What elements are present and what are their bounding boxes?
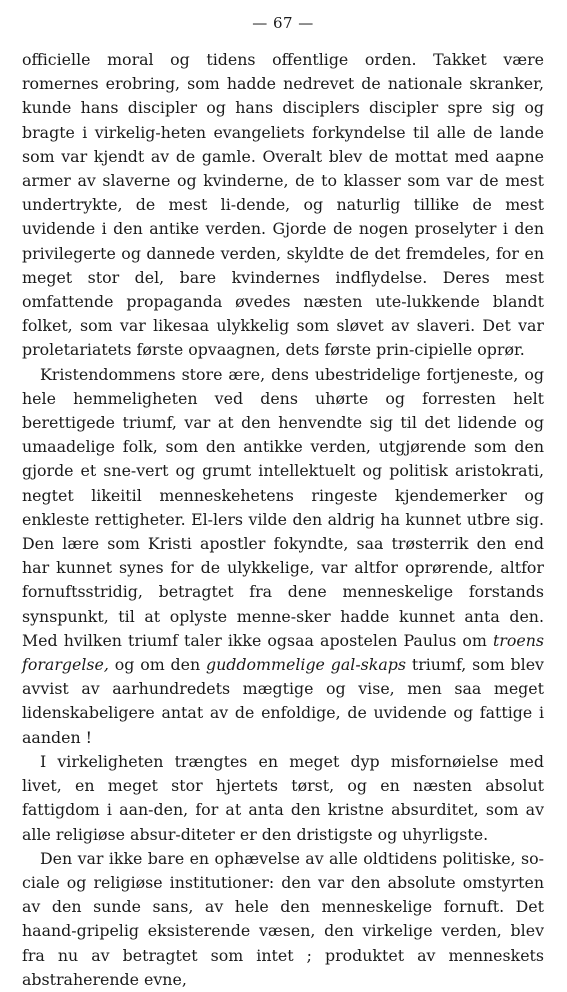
paragraph-2-text-b: og om den [108, 655, 207, 675]
paragraph-2-text-c: triumf, som blev avvist av aarhundredets mægtige og vise, men saa meget lidenskabeligere antat av de enfoldige, de uvidende og fattige i aanden ! [22, 655, 544, 747]
paragraph-2-text-a: Kristendommens store ære, dens ubestridelige fortjeneste, og hele hemmeligheten ved dens uhørte og forresten helt berettigede triumf, var at den henvendte sig til det lidende og umaadelige folk, som den antikke verden, utgjørende som den gjorde et sne-vert og grumt intellektuelt og politisk aristokrati, negtet likeitil menneskehetens ringeste kjendemerker og enkleste rettigheter. El-lers vilde den aldrig ha kunnet utbre sig. Den lære som Kristi apostler fokyndte, saa trøsterrik den end har kunnet synes for de ulykkelige, var altfor oprørende, altfor fornuftsstridig, betragtet fra dene menneskelige forstands synspunkt, til at oplyste menne-sker hadde kunnet anta den. Med hvilken triumf taler ikke ogsaa apostelen Paulus om [22, 364, 544, 650]
paragraph-2-italic-galskaps: guddommelige gal-skaps [206, 655, 406, 675]
paragraph-3 [22, 750, 544, 847]
paragraph-4-text: Den var ikke bare en ophævelse av alle oldtidens politiske, so-ciale og religiøse institutioner: den var den absolute omstyrten av den sunde sans, av hele den menneskelige fornuft. Det haand-gripelig eksisterende væsen, den virkelige verden, blev fra nu av betragtet som intet ; produktet av menneskets abstraherende evne, [22, 848, 544, 989]
page-number: — 67 — [252, 14, 314, 32]
paragraph-4 [22, 847, 544, 992]
paragraph-2-italic-troens: troens forargelse, [22, 630, 544, 675]
book-page [22, 14, 544, 992]
paragraph-3-text: I virkeligheten trængtes en meget dyp misfornøielse med livet, en meget stor hjertets tørst, og en næsten absolut fattigdom i aan-den, for at anta den kristne absurditet, som av alle religiøse absur-diteter er den dristigste og uhyrligste. [22, 751, 544, 844]
paragraph-1-text: officielle moral og tidens offentlige orden. Takket være romernes erobring, som hadde nedrevet de nationale skranker, kunde hans discipler og hans disciplers discipler spre sig og bragte i virkelig-heten evangeliets forkyndelse til alle de lande som var kjendt av de gamle. Overalt blev de mottat med aapne armer av slaverne og kvinderne, de to klasser som var de mest undertrykte, de mest li-dende, og naturlig tillike de mest uvidende i den antike verden. Gjorde de nogen proselyter i den privilegerte og dannede verden, skyldte de det fremdeles, for en meget stor del, bare kvindernes indflydelse. Deres mest omfattende propaganda øvedes næsten ute-lukkende blandt folket, som var likesaa ulykkelig som sløvet av slaveri. Det var proletariatets første opvaagnen, dets første prin-cipielle oprør. [22, 50, 544, 360]
paragraph-2 [22, 363, 544, 750]
paragraph-1 [22, 48, 544, 363]
